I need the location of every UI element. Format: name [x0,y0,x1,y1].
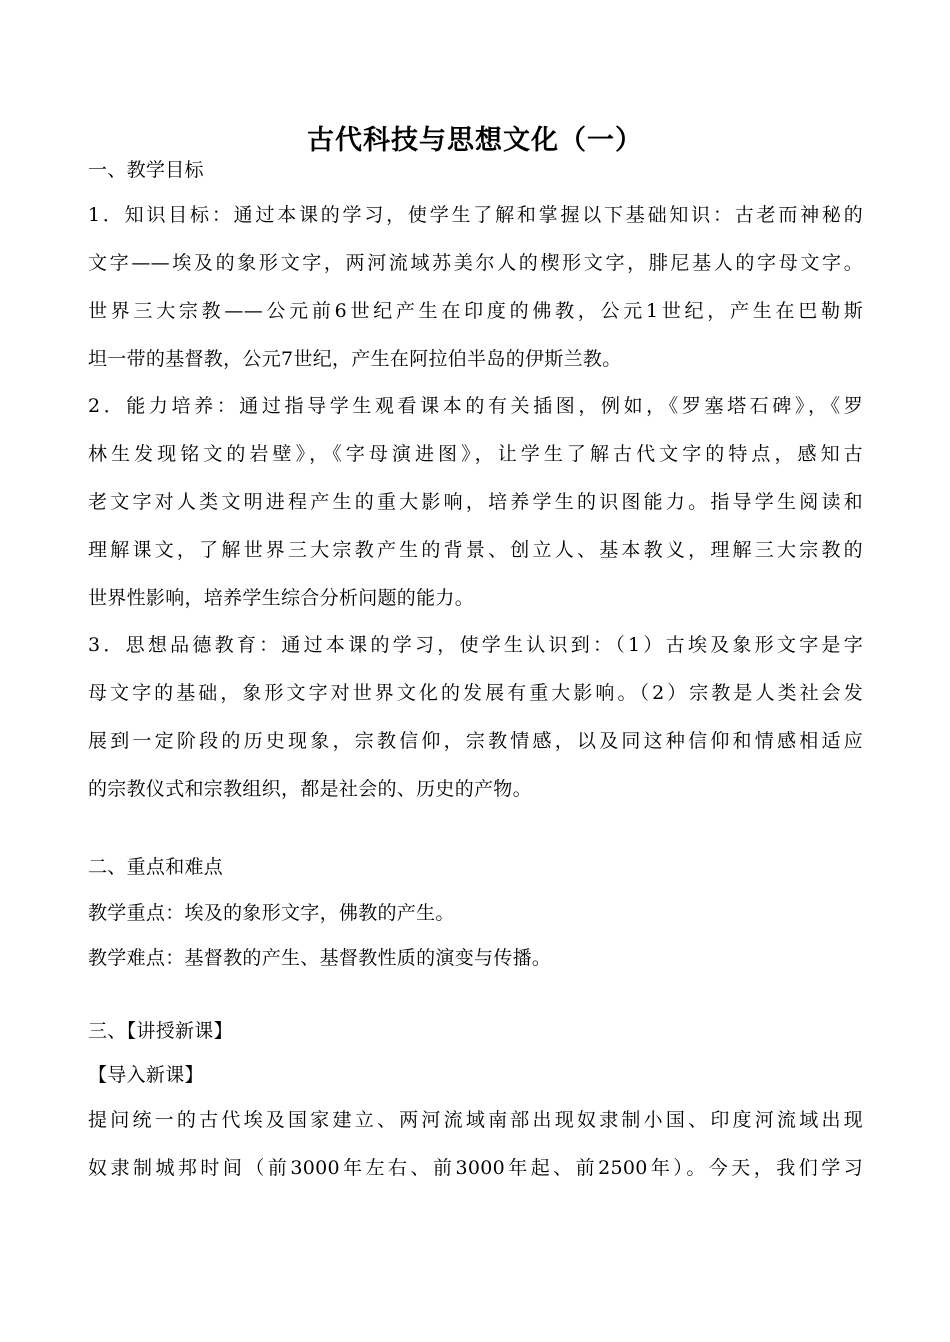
paragraph-line: 老文字对人类文明进程产生的重大影响，培养学生的识图能力。指导学生阅读和 [88,491,863,513]
paragraph-line: 展到一定阶段的历史现象，宗教信仰，宗教情感，以及同这种信仰和情感相适应 [88,730,863,752]
section-heading-objectives: 一、教学目标 [88,159,204,181]
paragraph-line: 教学难点：基督教的产生、基督教性质的演变与传播。 [88,947,552,969]
paragraph-line: 教学重点：埃及的象形文字，佛教的产生。 [88,902,455,924]
document-title: 古代科技与思想文化（一） [307,125,643,156]
paragraph-line: 母文字的基础，象形文字对世界文化的发展有重大影响。（2）宗教是人类社会发 [88,682,863,704]
paragraph-line: 提问统一的古代埃及国家建立、两河流域南部出现奴隶制小国、印度河流域出现 [88,1109,863,1131]
paragraph-line: 世界性影响，培养学生综合分析问题的能力。 [88,587,475,609]
section-heading-key-points: 二、重点和难点 [88,856,224,878]
subsection-heading-intro: 【导入新课】 [88,1064,204,1086]
paragraph-line: 坦一带的基督教，公元7世纪，产生在阿拉伯半岛的伊斯兰教。 [88,348,622,370]
paragraph-line: 1．知识目标：通过本课的学习，使学生了解和掌握以下基础知识：古老而神秘的 [88,204,863,226]
paragraph-line: 林生发现铭文的岩壁》，《字母演进图》，让学生了解古代文字的特点，感知古 [88,443,863,465]
paragraph-line: 的宗教仪式和宗教组织，都是社会的、历史的产物。 [88,778,532,800]
paragraph-line: 文字——埃及的象形文字，两河流域苏美尔人的楔形文字，腓尼基人的字母文字。 [88,252,863,274]
paragraph-line: 世界三大宗教——公元前6世纪产生在印度的佛教，公元1世纪，产生在巴勒斯 [88,300,863,322]
paragraph-line: 理解课文，了解世界三大宗教产生的背景、创立人、基本教义，理解三大宗教的 [88,539,863,561]
paragraph-line: 奴隶制城邦时间（前3000年左右、前3000年起、前2500年）。今天，我们学习 [88,1157,863,1179]
section-heading-new-lesson: 三、【讲授新课】 [88,1020,233,1042]
paragraph-line: 3．思想品德教育：通过本课的学习，使学生认识到：（1）古埃及象形文字是字 [88,634,863,656]
paragraph-line: 2．能力培养：通过指导学生观看课本的有关插图，例如，《罗塞塔石碑》，《罗 [88,395,863,417]
